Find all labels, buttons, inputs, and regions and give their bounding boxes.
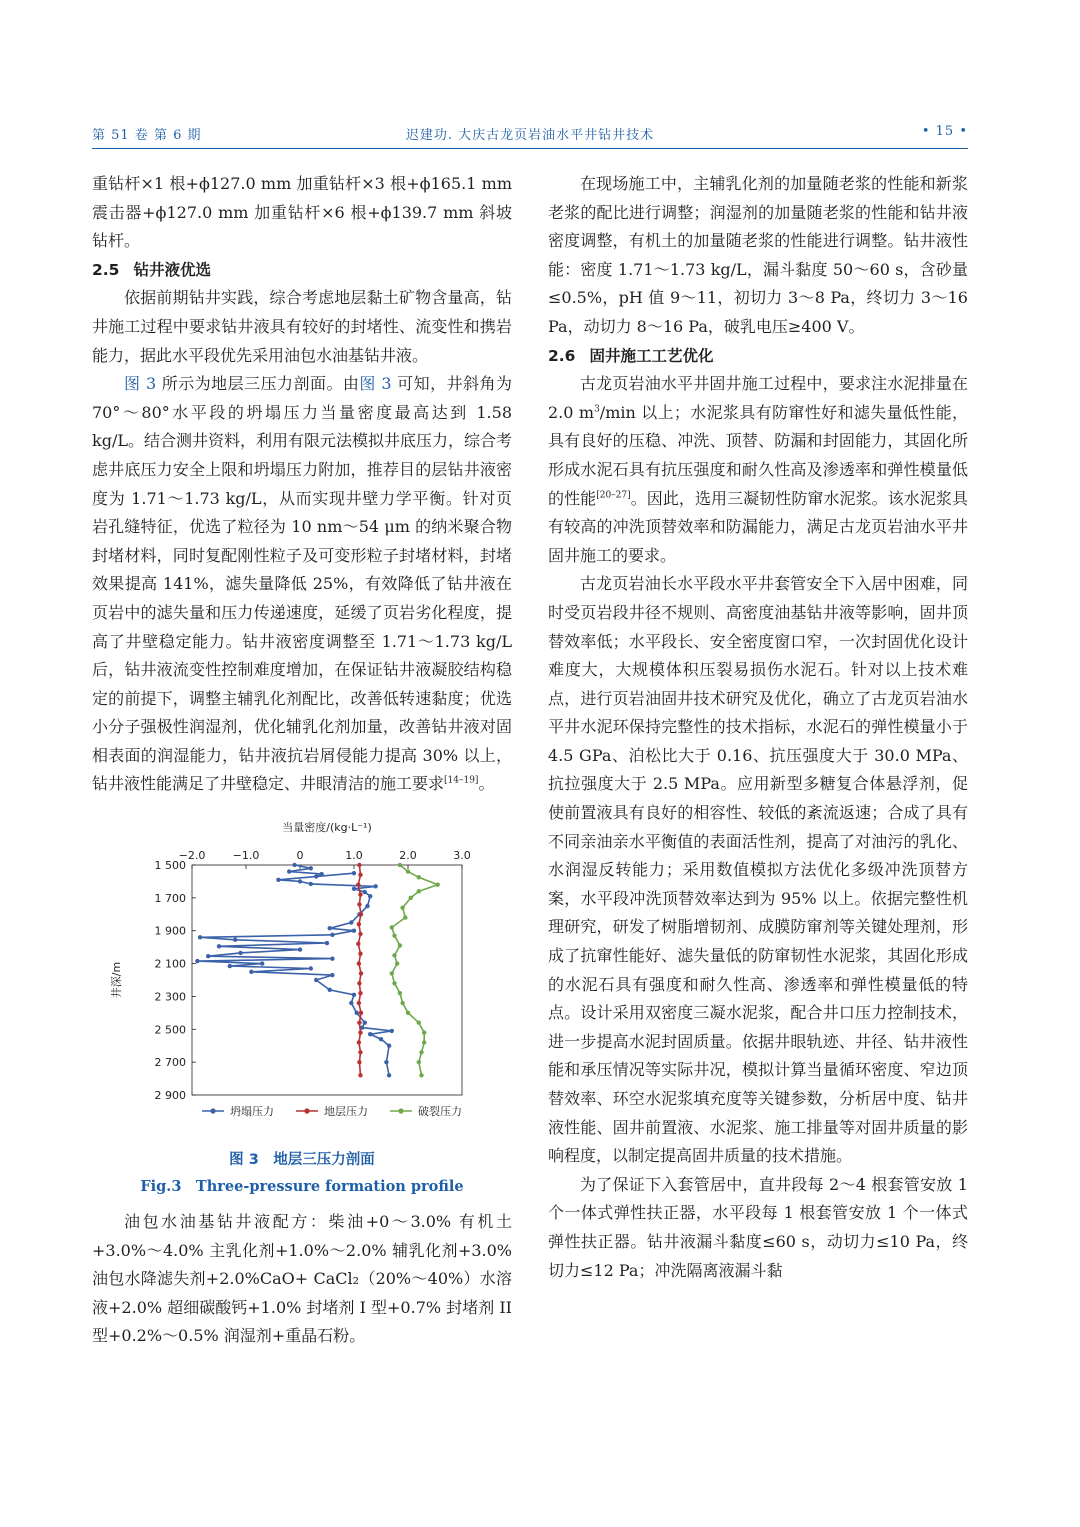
figure-link[interactable]: 图 3 xyxy=(359,374,392,394)
data-point xyxy=(390,925,394,929)
data-point xyxy=(228,964,232,968)
data-point xyxy=(357,961,361,965)
running-header xyxy=(92,120,968,146)
data-point xyxy=(358,873,362,877)
data-point xyxy=(276,878,280,882)
data-point xyxy=(233,938,237,942)
x-tick-label: 3.0 xyxy=(453,849,471,863)
data-point xyxy=(358,1030,362,1034)
paragraph-bha-continued: 重钻杆×1 根+ϕ127.0 mm 加重钻杆×3 根+ϕ165.1 mm 震击器+ϕ127.0 mm 加重钻杆×6 根+ϕ139.7 mm 斜坡钻杆。 xyxy=(92,174,512,251)
right-column xyxy=(548,170,968,1285)
data-point xyxy=(330,933,334,937)
data-point xyxy=(358,1073,362,1077)
data-point xyxy=(287,869,291,873)
data-point xyxy=(398,863,402,867)
data-point xyxy=(357,1040,361,1044)
section-heading-2-5 xyxy=(92,256,512,285)
section-number: 2.6 xyxy=(548,346,576,365)
data-point xyxy=(422,1040,426,1044)
data-point xyxy=(298,879,302,883)
y-tick-label: 2 300 xyxy=(154,990,186,1004)
legend-marker xyxy=(304,1108,309,1113)
data-point xyxy=(298,947,302,951)
page-number: • 15 • xyxy=(921,124,968,139)
data-point xyxy=(417,875,421,879)
x-tick-label: −1.0 xyxy=(232,849,260,863)
data-point xyxy=(398,991,402,995)
data-point xyxy=(349,920,353,924)
figure-link[interactable]: 图 3 xyxy=(124,374,157,394)
data-point xyxy=(392,953,396,957)
section-title: 固井施工工艺优化 xyxy=(589,346,714,365)
data-point xyxy=(325,941,329,945)
data-point xyxy=(309,866,313,870)
data-point xyxy=(314,978,318,982)
data-point xyxy=(292,863,296,867)
data-point xyxy=(358,1050,362,1054)
data-point xyxy=(357,981,361,985)
data-point xyxy=(352,871,356,875)
data-point xyxy=(358,952,362,956)
data-point xyxy=(422,1030,426,1034)
data-point xyxy=(352,887,356,891)
data-point xyxy=(400,1001,404,1005)
data-point xyxy=(392,934,396,938)
data-point xyxy=(328,988,332,992)
data-point xyxy=(368,894,372,898)
data-point xyxy=(260,961,264,965)
data-point xyxy=(395,961,399,965)
data-point xyxy=(384,1060,388,1064)
data-point xyxy=(357,1021,361,1025)
data-point xyxy=(417,889,421,893)
section-title: 钻井液优选 xyxy=(133,260,211,279)
header-rule xyxy=(92,148,968,149)
data-point xyxy=(368,1032,372,1036)
data-point xyxy=(358,932,362,936)
data-point xyxy=(387,1073,391,1077)
three-pressure-chart xyxy=(92,809,512,1147)
data-point xyxy=(365,904,369,908)
plot-frame xyxy=(192,865,462,1095)
data-point xyxy=(358,991,362,995)
data-point xyxy=(328,926,332,930)
volume-issue: 第 51 卷 第 6 期 xyxy=(92,128,202,143)
data-point xyxy=(359,971,363,975)
data-point xyxy=(198,935,202,939)
x-axis-label: 当量密度/(kg·L⁻¹) xyxy=(282,821,372,835)
article-title-header: 迟建功. 大庆古龙页岩油水平井钻井技术 xyxy=(405,128,655,143)
data-point xyxy=(436,883,440,887)
data-point xyxy=(238,951,242,955)
data-point xyxy=(357,1001,361,1005)
data-point xyxy=(352,929,356,933)
data-point xyxy=(392,981,396,985)
data-point xyxy=(417,1021,421,1025)
citation[interactable]: [14–19] xyxy=(444,776,479,787)
data-point xyxy=(314,874,318,878)
data-point xyxy=(419,1050,423,1054)
data-point xyxy=(417,1060,421,1064)
paragraph-fluid-formula: 油包水油基钻井液配方：柴油+0～3.0% 有机土+3.0%～4.0% 主乳化剂+1.0%～2.0% 辅乳化剂+3.0% 油包水降滤失剂+2.0%CaO+ CaCl₂（20%～40%）水溶液+2.0% 超细碳酸钙+1.0% 封堵剂 I 型+0.7% 封堵剂 II 型+0.2%～0.5% 润湿剂+重晶石粉。 xyxy=(92,1212,512,1346)
data-point xyxy=(379,1037,383,1041)
data-point xyxy=(390,971,394,975)
y-tick-label: 2 100 xyxy=(154,957,186,971)
data-point xyxy=(195,959,199,963)
y-tick-label: 2 500 xyxy=(154,1023,186,1037)
data-point xyxy=(352,993,356,997)
data-point xyxy=(403,915,407,919)
data-point xyxy=(400,906,404,910)
data-point xyxy=(330,957,334,961)
legend-label: 破裂压力 xyxy=(418,1105,462,1119)
data-point xyxy=(309,966,313,970)
y-tick-label: 2 900 xyxy=(154,1089,186,1103)
left-column xyxy=(92,170,512,1351)
data-point xyxy=(358,892,362,896)
data-point xyxy=(206,954,210,958)
paragraph-cementing-optimization: 古龙页岩油长水平段水平井套管安全下入居中困难，同时受页岩段井径不规则、高密度油基钻井液等影响，固井顶替效率低；水平段长、安全密度窗口窄，一次封固优化设计难度大，大规模体积压裂易损伤水泥石。针对以上技术难点，进行页岩油固井技术研究及优化，确立了古龙页岩油水平井水泥环保持完整性的技术指标，水泥石的弹性模量小于 4.5 GPa、泊松比大于 0.16、抗压强度大于 30.0 MPa、抗拉强度大于 2.5 MPa。应用新型多糖复合体悬浮剂，促使前置液具有良好的相容性、较低的紊流返速；合成了具有不同亲油亲水平衡值的表面活性剂，提高了对油污的乳化、水润湿反转能力；采用数值模拟方法优化多级冲洗顶替方案，水平段冲洗顶替效率达到为 95% 以上。依据完整性机理研究，研发了树脂增韧剂、成膜防窜剂等关键处理剂，形成了抗窜性能好、滤失量低的防窜韧性水泥浆，其固化形成的水泥石具有强度和耐久性高、渗透率和弹性模量低的特点。设计采用双密度三凝水泥浆，配合井口压力控制技术，进一步提高水泥封固质量。依据井眼轨迹、井径、钻井液性能和承压情况等实际井况，模拟计算当量循环密度、窄边顶替效率、环空水泥浆填充度等关键参数，分析居中度、钻井液性能、固井前置液、水泥浆、施工排量等对固井质量的影响程度，以制定提高固井质量的技术措施。 xyxy=(548,574,968,1166)
data-point xyxy=(373,884,377,888)
paragraph-fluid-selection: 依据前期钻井实践，综合考虑地层黏土矿物含量高，钻井施工过程中要求钻井液具有较好的封堵性、流变性和携岩能力，据此水平段优先采用油包水油基钻井液。 xyxy=(92,288,512,365)
data-point xyxy=(357,902,361,906)
x-tick-label: −2.0 xyxy=(178,849,206,863)
legend-marker xyxy=(398,1108,403,1113)
data-point xyxy=(387,1044,391,1048)
y-axis-label: 井深/m xyxy=(110,961,123,999)
data-point xyxy=(249,970,253,974)
data-point xyxy=(398,943,402,947)
paragraph-three-pressure: 图 3 所示为地层三压力剖面。由图 3 可知，井斜角为 70°～80°水平段的坍塌压力当量密度最高达到 1.58 kg/L。结合测井资料，利用有限元法模拟井底压力，综合考虑井底压力安全上限和坍塌压力附加，推荐目的层钻井液密度为 1.71～1.73 kg/L，从而实现井壁力学平衡。针对页岩孔缝特征，优选了粒径为 10 nm～54 μm 的纳米聚合物封堵材料，同时复配刚性粒子及可变形粒子封堵材料，封堵效果提高 141%，滤失量降低 25%，有效降低了钻井液在页岩中的滤失量和压力传递速度，延缓了页岩劣化程度，提高了井壁稳定能力。钻井液密度调整至 1.71～1.73 kg/L 后，钻井液流变性控制难度增加，在保证钻井液凝胶结构稳定的前提下，调整主辅乳化剂配比，改善低转速黏度；优选小分子强极性润湿剂，优化辅乳化剂加量，改善钻井液对固相表面的润湿能力，钻井液抗岩屑侵能力提高 30% 以上，钻井液性能满足了井壁稳定、井眼清洁的施工要求[14–19]。 xyxy=(92,374,512,794)
section-number: 2.5 xyxy=(92,260,120,279)
y-tick-label: 2 700 xyxy=(154,1056,186,1070)
data-point xyxy=(357,922,361,926)
x-tick-label: 0 xyxy=(296,849,304,863)
paragraph-cementing-requirements: 古龙页岩油水平井固井施工过程中，要求注水泥排量在 2.0 m$^3$/min 以上；水泥浆具有防窜性好和滤失量低性能，具有良好的压稳、冲洗、顶替、防漏和封固能力，其固化所形成水泥石具有抗压强度和耐久性高及渗透率和弹性模量低的性能[20–27]。因此，选用三凝韧性防窜水泥浆。该水泥浆具有较高的冲洗顶替效率和防漏能力，满足古龙页岩油水平井固井施工的要求。 xyxy=(548,374,968,565)
data-point xyxy=(419,1073,423,1077)
data-point xyxy=(357,1060,361,1064)
data-point xyxy=(349,1001,353,1005)
data-point xyxy=(217,944,221,948)
x-tick-label: 1.0 xyxy=(345,849,363,863)
data-point xyxy=(409,896,413,900)
data-point xyxy=(309,882,313,886)
legend-label: 地层压力 xyxy=(324,1105,368,1119)
data-point xyxy=(356,942,360,946)
data-point xyxy=(406,869,410,873)
data-point xyxy=(355,1011,359,1015)
paragraph-field-construction: 在现场施工中，主辅乳化剂的加量随老浆的性能和新浆老浆的配比进行调整；润湿剂的加量随老浆的性能和钻井液密度调整，有机土的加量随老浆的性能进行调整。钻井液性能：密度 1.71～1.73 kg/L，漏斗黏度 50～60 s，含砂量≤0.5%，pH 值 9～11，初切力 3～8 Pa，终切力 3～16 Pa，动切力 8～16 Pa，破乳电压≥400 V。 xyxy=(548,174,968,336)
citation[interactable]: [20–27] xyxy=(596,490,631,501)
section-heading-2-6 xyxy=(548,342,968,371)
figure-caption-cn: 图 3 地层三压力剖面 xyxy=(229,1152,375,1169)
data-point xyxy=(390,1029,394,1033)
x-tick-label: 2.0 xyxy=(399,849,417,863)
figure-caption-en: Fig.3 Three-pressure formation profile xyxy=(140,1178,464,1196)
data-point xyxy=(406,1011,410,1015)
data-point xyxy=(356,883,360,887)
data-point xyxy=(359,1011,363,1015)
data-point xyxy=(363,890,367,894)
data-point xyxy=(319,872,323,876)
legend-marker xyxy=(210,1108,215,1113)
series-line-破裂压力 xyxy=(392,865,438,1075)
legend-label: 坍塌压力 xyxy=(230,1105,274,1119)
y-tick-label: 1 500 xyxy=(154,859,186,873)
series-line-坍塌压力 xyxy=(197,865,391,1075)
figure-3 xyxy=(92,809,512,1147)
y-tick-label: 1 900 xyxy=(154,924,186,938)
data-point xyxy=(357,863,361,867)
data-point xyxy=(359,912,363,916)
y-tick-label: 1 700 xyxy=(154,891,186,905)
paragraph-centralizer: 为了保证下入套管居中，直井段每 2～4 根套管安放 1 个一体式弹性扶正器，水平段每 1 根套管安放 1 个一体式弹性扶正器。钻井液漏斗黏度≤60 s，动切力≤10 Pa，终切力≤12 Pa；冲洗隔离液漏斗黏 xyxy=(548,1174,968,1280)
data-point xyxy=(363,1021,367,1025)
data-point xyxy=(330,973,334,977)
